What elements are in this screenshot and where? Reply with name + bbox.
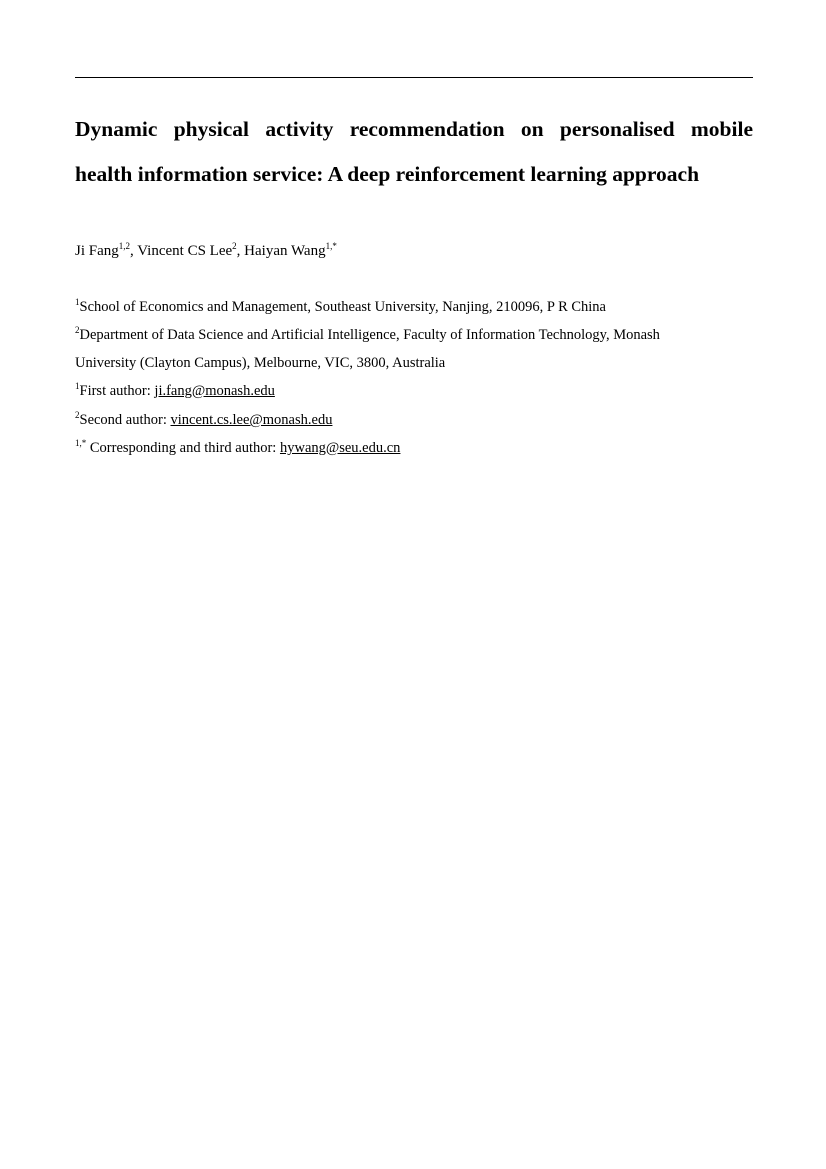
contact-mark: 2 [75,410,80,420]
affiliation-1 [75,297,753,317]
author-name: Haiyan Wang [244,243,326,259]
author-list [75,240,337,262]
author-name: Vincent CS Lee [137,243,233,259]
affiliation-2-continuation [75,353,753,373]
contact-mark: 1 [75,381,80,391]
author-affiliation-mark: 1,* [325,241,337,251]
title-line-2: health information service: A deep reinforcement learning approach [75,162,700,186]
contact-corresponding-author [75,438,753,458]
author-name: Ji Fang [75,243,119,259]
contact-label: Corresponding and third author: [86,440,280,456]
affiliation-2 [75,325,753,345]
affiliation-text: University (Clayton Campus), Melbourne, VIC, 3800, Australia [75,355,446,371]
affiliation-mark: 2 [75,325,80,335]
contact-first-author [75,381,753,401]
author-separator: , [130,243,138,259]
affiliation-text: Department of Data Science and Artificial Intelligence, Faculty of Information Technology, Monash [79,327,660,343]
corresponding-author-email-link[interactable]: hywang@seu.edu.cn [279,440,401,456]
author-affiliation-mark: 1,2 [118,241,131,251]
first-author-email-link[interactable]: ji.fang@monash.edu [154,383,275,399]
affiliation-mark: 1 [75,297,80,307]
header-rule [75,77,753,78]
contact-second-author [75,410,753,430]
contact-label: Second author: [79,412,171,428]
title-line-1: Dynamic physical activity recommendation on personalised mobile [75,117,753,141]
second-author-email-link[interactable]: vincent.cs.lee@monash.edu [170,412,333,428]
paper-title [75,107,753,197]
affiliation-text: School of Economics and Management, Southeast University, Nanjing, 210096, P R China [79,299,606,315]
author-affiliation-mark: 2 [232,241,237,251]
contact-label: First author: [79,383,155,399]
contact-mark: 1,* [75,438,87,448]
author-separator: , [236,243,245,259]
